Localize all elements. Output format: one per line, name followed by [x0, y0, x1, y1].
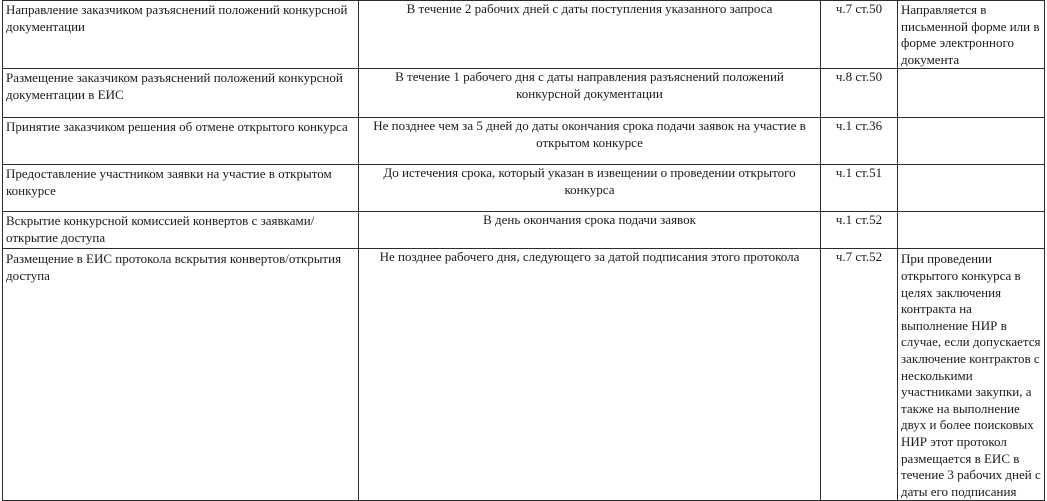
norm-text: ч.7 ст.52 [835, 249, 883, 265]
note-cell [898, 165, 1045, 212]
stage-text: Размещение в ЕИС протокола вскрытия конвертов/открытия доступа [6, 251, 342, 283]
norm-cell [821, 249, 898, 501]
stage-text: Размещение заказчиком разъяснений положений конкурсной документации в ЕИС [6, 70, 343, 102]
deadline-cell [359, 118, 821, 165]
stage-text: Предоставление участником заявки на участие в открытом конкурсе [6, 166, 332, 198]
deadline-cell [359, 69, 821, 118]
stage-text: Вскрытие конкурсной комиссией конвертов с заявками/открытие доступа [6, 213, 315, 245]
deadline-cell [359, 165, 821, 212]
table-row [3, 118, 1045, 165]
note-text: Направляется в письменной форме или в форме электронного документа [901, 2, 1040, 67]
stage-cell [3, 249, 359, 501]
deadline-text: До истечения срока, который указан в извещении о проведении открытого конкурса [383, 165, 796, 197]
deadline-text: В день окончания срока подачи заявок [483, 212, 696, 228]
note-cell [898, 249, 1045, 501]
norm-text: ч.1 ст.51 [835, 165, 883, 181]
note-text [901, 69, 1041, 70]
deadline-text: Не позднее чем за 5 дней до даты окончания срока подачи заявок на участие в открытом конкурсе [373, 118, 806, 150]
deadline-text: В течение 1 рабочего дня с даты направления разъяснений положений конкурсной документации [395, 69, 784, 101]
deadline-cell [359, 249, 821, 501]
norm-text: ч.1 ст.36 [835, 118, 883, 134]
note-cell [898, 1, 1045, 69]
stage-text: Направление заказчиком разъяснений положений конкурсной документации [6, 2, 348, 34]
table-row [3, 165, 1045, 212]
note-text [901, 212, 1041, 213]
deadline-cell [359, 1, 821, 69]
table-row [3, 69, 1045, 118]
note-text: При проведении открытого конкурса в целях заключения контракта на выполнение НИР в случае, если допускается заключение контрактов с несколькими участниками закупки, а также на выполнение двух и более поисковых НИР этот протокол размещается в ЕИС в течение 3 рабочих дней с даты его подписания [901, 251, 1041, 499]
norm-text: ч.8 ст.50 [835, 69, 883, 85]
table-row [3, 1, 1045, 69]
deadline-cell [359, 212, 821, 249]
stage-text: Принятие заказчиком решения об отмене открытого конкурса [6, 119, 348, 135]
procurement-deadlines-table [2, 0, 1045, 501]
norm-cell [821, 165, 898, 212]
stage-cell [3, 212, 359, 249]
stage-cell [3, 1, 359, 69]
table-row [3, 212, 1045, 249]
stage-cell [3, 118, 359, 165]
norm-cell [821, 118, 898, 165]
deadline-text: Не позднее рабочего дня, следующего за датой подписания этого протокола [379, 249, 800, 265]
stage-cell [3, 165, 359, 212]
note-text [901, 118, 1041, 119]
stage-cell [3, 69, 359, 118]
norm-cell [821, 69, 898, 118]
deadline-text: В течение 2 рабочих дней с даты поступления указанного запроса [406, 1, 773, 16]
note-cell [898, 118, 1045, 165]
note-cell [898, 69, 1045, 118]
norm-cell [821, 1, 898, 69]
norm-text: ч.1 ст.52 [835, 212, 883, 228]
norm-cell [821, 212, 898, 249]
table-row [3, 249, 1045, 501]
note-cell [898, 212, 1045, 249]
note-text [901, 165, 1041, 166]
norm-text: ч.7 ст.50 [835, 1, 883, 16]
